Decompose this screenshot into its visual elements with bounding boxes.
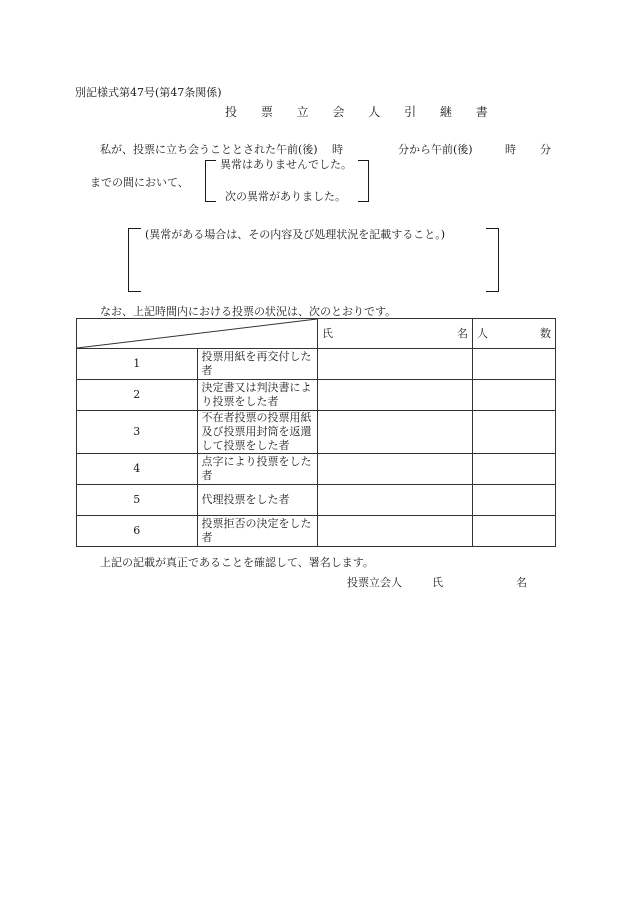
name-cell[interactable] [318, 516, 473, 547]
table-row [77, 485, 556, 516]
row-description: 投票拒否の決定をした者 [197, 516, 318, 547]
count-cell[interactable] [473, 454, 556, 485]
from-am-pm-label: 分から午前(後) [398, 143, 473, 156]
form-number: 別記様式第47号(第47条関係) [75, 86, 222, 99]
signature-name-label-1: 氏 [432, 576, 443, 589]
option-abnormality: 次の異常がありました。 [225, 190, 346, 203]
row-number: 1 [77, 349, 198, 380]
option-no-abnormality: 異常はありませんでした。 [220, 158, 352, 171]
row-number: 4 [77, 454, 198, 485]
row-number: 3 [77, 411, 198, 454]
hour-label-1: 時 [332, 143, 343, 156]
header-name-2: 名 [457, 326, 468, 340]
name-cell[interactable] [318, 380, 473, 411]
confirmation-text: 上記の記載が真正であることを確認して、署名します。 [100, 556, 374, 569]
row-description: 投票用紙を再交付した者 [197, 349, 318, 380]
name-cell[interactable] [318, 485, 473, 516]
row-description: 不在者投票の投票用紙及び投票用封筒を返還して投票をした者 [197, 411, 318, 454]
diagonal-header-cell [77, 319, 318, 349]
hour-label-2: 時 [505, 143, 516, 156]
status-table [76, 318, 556, 547]
note-left-bracket [128, 228, 141, 292]
count-cell[interactable] [473, 516, 556, 547]
name-cell[interactable] [318, 411, 473, 454]
row-number: 2 [77, 380, 198, 411]
table-row [77, 454, 556, 485]
header-name-1: 氏 [322, 326, 333, 340]
table-row [77, 380, 556, 411]
statement-start: 私が、投票に立ち会うこととされた午前(後) [100, 143, 318, 156]
abnormality-note: (異常がある場合は、その内容及び処理状況を記載すること。) [145, 228, 446, 241]
diagonal-line [77, 319, 317, 348]
status-intro: なお、上記時間内における投票の状況は、次のとおりです。 [100, 305, 397, 318]
header-count-1: 人 [477, 326, 488, 340]
row-description: 点字により投票をした者 [197, 454, 318, 485]
row-number: 6 [77, 516, 198, 547]
minute-label: 分 [540, 143, 551, 156]
table-row [77, 516, 556, 547]
signature-role: 投票立会人 [347, 576, 402, 589]
count-cell[interactable] [473, 349, 556, 380]
name-cell[interactable] [318, 454, 473, 485]
table-row [77, 411, 556, 454]
until-text: までの間において、 [90, 176, 189, 189]
count-cell[interactable] [473, 411, 556, 454]
row-description: 代理投票をした者 [197, 485, 318, 516]
header-name [318, 319, 473, 349]
signature-name-label-2: 名 [516, 576, 527, 589]
row-number: 5 [77, 485, 198, 516]
name-cell[interactable] [318, 349, 473, 380]
statement-line [100, 141, 560, 155]
note-right-bracket [486, 228, 499, 292]
document-title: 投 票 立 会 人 引 継 書 [225, 105, 498, 119]
count-cell[interactable] [473, 485, 556, 516]
header-count [473, 319, 556, 349]
options-left-bracket [205, 160, 216, 202]
header-count-2: 数 [540, 326, 551, 340]
table-row [77, 349, 556, 380]
count-cell[interactable] [473, 380, 556, 411]
table-header-row [77, 319, 556, 349]
row-description: 決定書又は判決書により投票をした者 [197, 380, 318, 411]
options-right-bracket [358, 160, 369, 202]
